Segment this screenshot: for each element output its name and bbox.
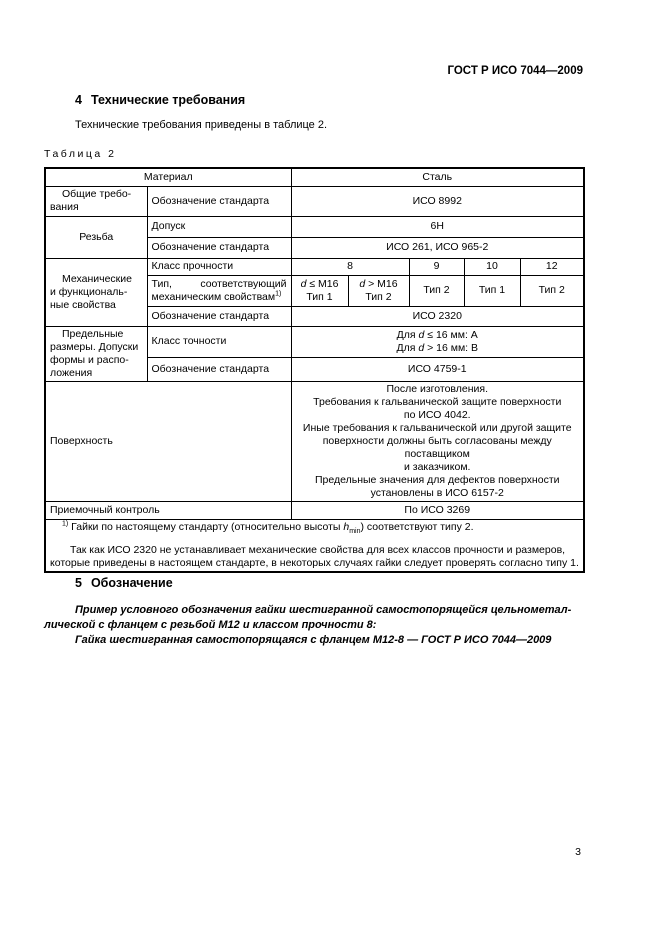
cell-class-12: 12 [520, 258, 584, 275]
cell-general-std-value: ИСО 8992 [291, 186, 584, 216]
cell-limits-std-label: Обозначение стандарта [147, 358, 291, 381]
cell-mech-group: Механические и функциональ- ные свойства [45, 258, 147, 326]
cell-thread-group: Резьба [45, 216, 147, 258]
cell-general-group: Общие требо- вания [45, 186, 147, 216]
cell-thread-tol-value: 6Н [291, 216, 584, 237]
table-footnote [45, 519, 584, 572]
cell-thread-std-label: Обозначение стандарта [147, 237, 291, 258]
example-designation: Гайка шестигранная самостопорящаяся с фланцем М12-8 — ГОСТ Р ИСО 7044—2009 [75, 634, 552, 646]
cell-type-class9: Тип 2 [409, 275, 464, 306]
requirements-table [44, 167, 585, 573]
table-row [45, 519, 584, 572]
cell-general-std-label: Обозначение стандарта [147, 186, 291, 216]
section-5-heading [44, 576, 614, 590]
cell-mech-type-label: Тип, соответствующий механическим свойствам$^{1)}$ [147, 275, 291, 306]
cell-class-10: 10 [464, 258, 520, 275]
table-row [45, 168, 584, 186]
table-row [45, 216, 584, 237]
table-row [45, 501, 584, 519]
cell-mech-std-value: ИСО 2320 [291, 306, 584, 326]
footnote-paragraph-1: $^{1)}$ Гайки по настоящему стандарту (относительно высоты $h_{min}$) соответствуют типу 2. [62, 520, 474, 535]
cell-limits-std-value: ИСО 4759-1 [291, 358, 584, 381]
section-5-number: 5 [75, 576, 82, 590]
cell-material-label: Материал [45, 168, 291, 186]
cell-limits-group: Предельные размеры. Допуски формы и распо- ложения [45, 326, 147, 381]
footnote-marker: 1) [62, 520, 69, 528]
cell-type-class12: Тип 2 [520, 275, 584, 306]
cell-mech-std-label: Обозначение стандарта [147, 306, 291, 326]
cell-material-value: Сталь [291, 168, 584, 186]
cell-acceptance-label: Приемочный контроль [45, 501, 291, 519]
footnote-paragraph-2: Так как ИСО 2320 не устанавливает механические свойства для всех классов прочности и размеров, которые приведены в настоящем стандарте, в некоторых случаях гайки следует проверять согласно типу 1. [50, 543, 579, 569]
cell-surface-label: Поверхность [45, 381, 291, 501]
table-row [45, 326, 584, 358]
cell-thread-tol-label: Допуск [147, 216, 291, 237]
section-4-number: 4 [75, 93, 82, 107]
designation-example [44, 603, 583, 648]
cell-surface-value: После изготовления. Требования к гальванической защите поверхности по ИСО 4042. Иные требования к гальванической или другой защите поверхности должны быть согласованы между поставщиком и заказчиком. Предельные значения для дефектов поверхности установлены в ИСО 6157-2 [291, 381, 584, 501]
cell-limits-acc-label: Класс точности [147, 326, 291, 358]
cell-limits-acc-value: Для d ≤ 16 мм: А Для d > 16 мм: В [291, 326, 584, 358]
table-row [45, 186, 584, 216]
cell-class-8: 8 [291, 258, 409, 275]
cell-acceptance-value: По ИСО 3269 [291, 501, 584, 519]
section-4-title: Технические требования [90, 93, 246, 107]
cell-type-m16-greater: d > М16 Тип 2 [348, 275, 409, 306]
table-caption: Таблица 2 [44, 148, 117, 160]
cell-type-class10: Тип 1 [464, 275, 520, 306]
table-row [45, 258, 584, 275]
table-row [45, 381, 584, 501]
page-number: 3 [575, 846, 581, 858]
section-4-heading [44, 93, 614, 107]
section-5-title: Обозначение [90, 576, 173, 590]
cell-mech-class-label: Класс прочности [147, 258, 291, 275]
cell-class-9: 9 [409, 258, 464, 275]
doc-code-header: ГОСТ Р ИСО 7044—2009 [447, 65, 583, 77]
cell-thread-std-value: ИСО 261, ИСО 965-2 [291, 237, 584, 258]
intro-paragraph: Технические требования приведены в таблице 2. [75, 119, 328, 131]
footnote-reference: 1) [275, 290, 282, 297]
cell-type-m16-less: d ≤ М16 Тип 1 [291, 275, 348, 306]
example-description: Пример условного обозначения гайки шестигранной самостопорящейся цельнометал- лической с фланцем с резьбой М12 и классом прочности 8: [44, 604, 572, 631]
